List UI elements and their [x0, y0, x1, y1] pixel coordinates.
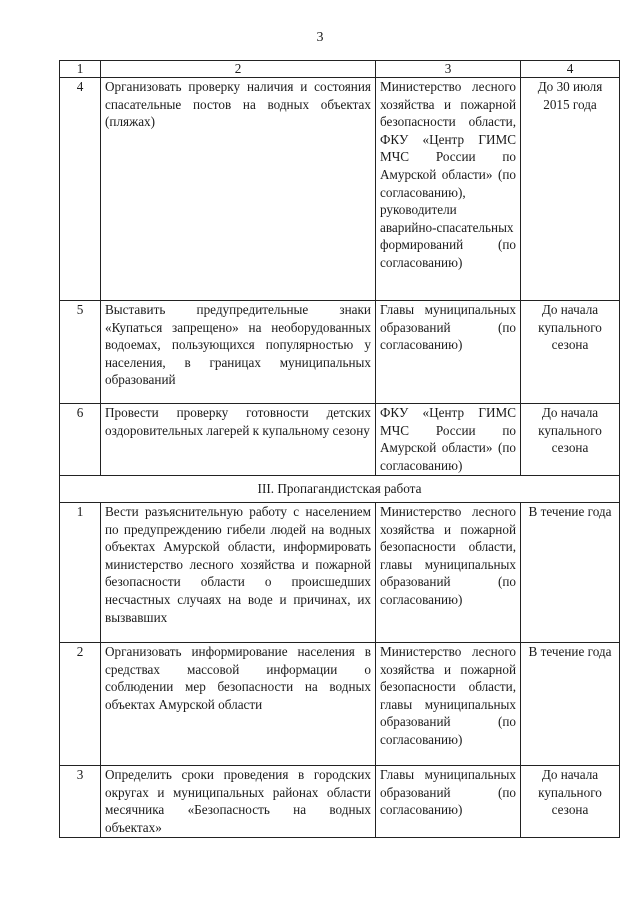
row-action: Выставить предупредительные знаки «Купаться запрещено» на необорудованных водоемах, пользующихся популярностью у населения, в границах муниципальных образований — [101, 301, 376, 404]
action-plan-table — [59, 60, 620, 838]
row-deadline: В течение года — [521, 503, 620, 643]
row-deadline: До начала купального сезона — [521, 301, 620, 404]
header-col-2: 2 — [101, 61, 376, 78]
row-deadline: В течение года — [521, 643, 620, 766]
row-number: 6 — [60, 404, 101, 476]
row-action: Провести проверку готовности детских оздоровительных лагерей к купальному сезону — [101, 404, 376, 476]
row-action: Определить сроки проведения в городских округах и муниципальных районах области месячника «Безопасность на водных объектах» — [101, 766, 376, 838]
row-deadline: До 30 июля 2015 года — [521, 78, 620, 301]
table-row — [60, 78, 620, 301]
table-row — [60, 766, 620, 838]
row-number: 1 — [60, 503, 101, 643]
row-action: Организовать проверку наличия и состояния спасательные постов на водных объектах (пляжах) — [101, 78, 376, 301]
table-header-row — [60, 61, 620, 78]
row-number: 2 — [60, 643, 101, 766]
table-row — [60, 503, 620, 643]
table-row — [60, 643, 620, 766]
row-deadline: До начала купального сезона — [521, 404, 620, 476]
header-col-1: 1 — [60, 61, 101, 78]
row-deadline: До начала купального сезона — [521, 766, 620, 838]
row-responsible: ФКУ «Центр ГИМС МЧС России по Амурской области» (по согласованию) — [376, 404, 521, 476]
table-row — [60, 301, 620, 404]
section-row — [60, 476, 620, 503]
row-number: 4 — [60, 78, 101, 301]
table-row — [60, 404, 620, 476]
page-number: 3 — [316, 30, 324, 45]
row-responsible: Министерство лесного хозяйства и пожарной безопасности области, главы муниципальных образований (по согласованию) — [376, 643, 521, 766]
row-number: 3 — [60, 766, 101, 838]
row-responsible: Министерство лесного хозяйства и пожарной безопасности области, главы муниципальных образований (по согласованию) — [376, 503, 521, 643]
row-responsible: Главы муниципальных образований (по согласованию) — [376, 301, 521, 404]
section-title: III. Пропагандистская работа — [60, 476, 620, 503]
header-col-4: 4 — [521, 61, 620, 78]
row-responsible: Главы муниципальных образований (по согласованию) — [376, 766, 521, 838]
row-action: Организовать информирование населения в средствах массовой информации о соблюдении мер безопасности на водных объектах Амурской области — [101, 643, 376, 766]
row-responsible: Министерство лесного хозяйства и пожарной безопасности области, ФКУ «Центр ГИМС МЧС России по Амурской области» (по согласованию), руководители аварийно-спасательных формирований (по согласованию) — [376, 78, 521, 301]
header-col-3: 3 — [376, 61, 521, 78]
row-number: 5 — [60, 301, 101, 404]
row-action: Вести разъяснительную работу с населением по предупреждению гибели людей на водных объектах Амурской области, информировать министерство лесного хозяйства и пожарной безопасности области о происшедших несчастных случаях на воде и причинах, их вызвавших — [101, 503, 376, 643]
